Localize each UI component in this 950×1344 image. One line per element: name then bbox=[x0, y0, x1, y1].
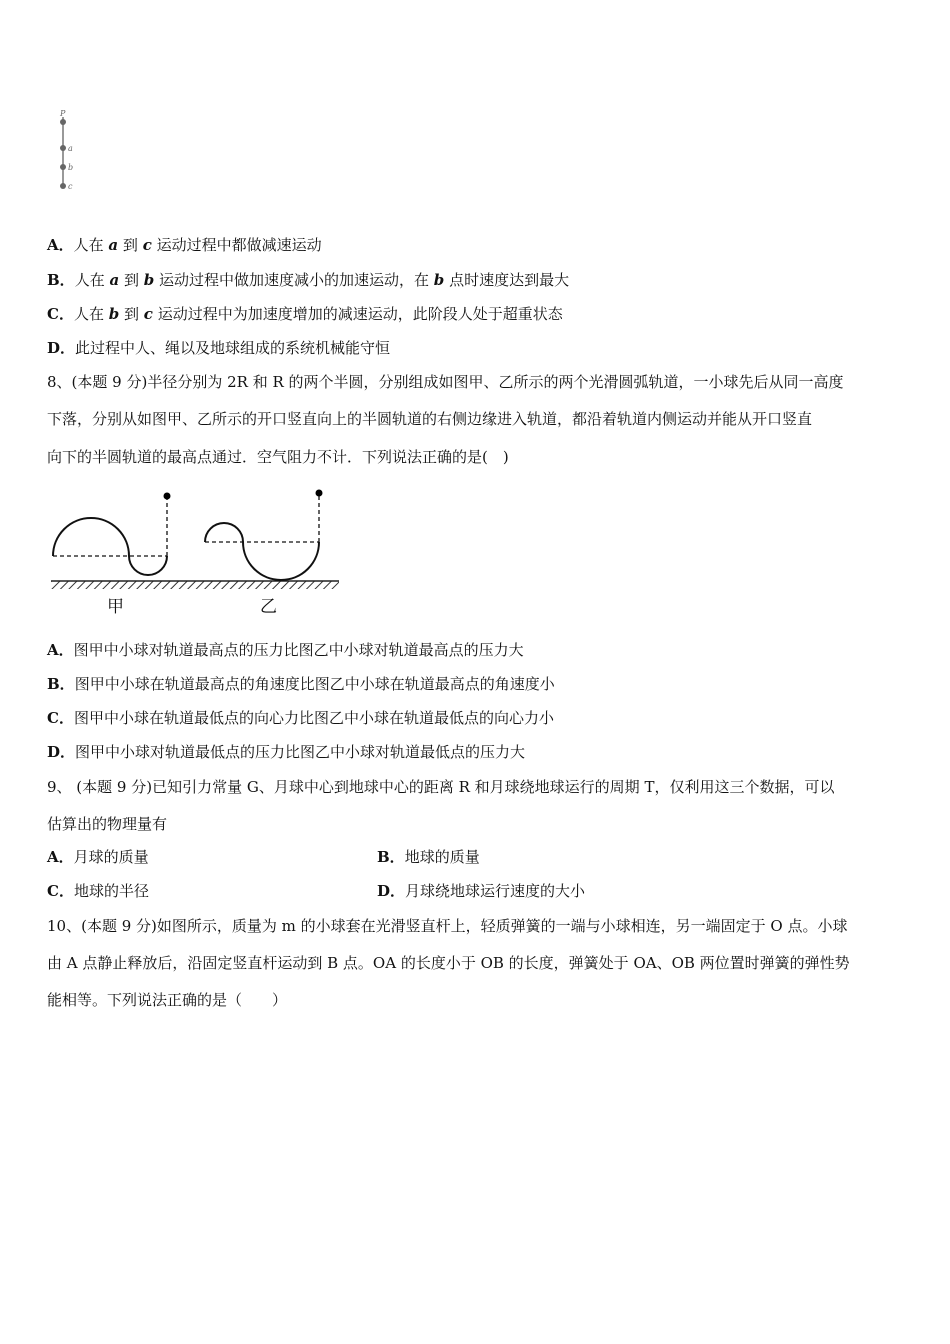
point-b bbox=[60, 164, 66, 170]
ball-a bbox=[164, 493, 171, 500]
q9-stem-line1: 9、 (本题 9 分)已知引力常量 G、月球中心到地球中心的距离 R 和月球绕地球运行的周期 T，仅利用这三个数据，可以 bbox=[47, 778, 835, 796]
var-b: b bbox=[433, 271, 445, 289]
option-text: 此过程中人、绳以及地球组成的系统机械能守恒 bbox=[75, 339, 391, 357]
rope-figure bbox=[50, 105, 90, 197]
text-part: 运动过程中都做减速运动 bbox=[151, 236, 322, 254]
q8-option-b bbox=[47, 674, 555, 694]
ball-b bbox=[316, 490, 323, 497]
q8-option-d bbox=[47, 742, 525, 762]
track-a-upper-arc bbox=[53, 518, 129, 556]
option-text: 图甲中小球在轨道最高点的角速度比图乙中小球在轨道最高点的角速度小 bbox=[74, 675, 555, 693]
option-label: D． bbox=[47, 339, 76, 357]
var-b: b bbox=[108, 305, 120, 323]
track-b-lower-arc bbox=[243, 542, 319, 580]
option-text: 月球绕地球运行速度的大小 bbox=[405, 882, 586, 900]
label-a: a bbox=[68, 144, 73, 153]
q8-stem-line3: 向下的半圆轨道的最高点通过．空气阻力不计．下列说法正确的是( ) bbox=[47, 448, 509, 466]
var-b: b bbox=[143, 271, 155, 289]
text-part: 人在 bbox=[74, 271, 110, 289]
option-text: 图甲中小球对轨道最低点的压力比图乙中小球对轨道最低点的压力大 bbox=[75, 743, 526, 761]
var-c: c bbox=[143, 305, 153, 323]
text-part: 到 bbox=[118, 236, 143, 254]
var-c: c bbox=[142, 236, 152, 254]
text-part: 到 bbox=[119, 271, 144, 289]
option-label: B． bbox=[47, 675, 75, 693]
text-part: 人在 bbox=[73, 236, 109, 254]
q7-option-d bbox=[47, 338, 390, 358]
q10-stem-line3: 能相等。下列说法正确的是（ ） bbox=[47, 991, 288, 1009]
option-label: C． bbox=[47, 882, 74, 900]
option-label: A． bbox=[47, 641, 74, 659]
q9-option-d bbox=[377, 881, 585, 901]
label-c: c bbox=[68, 182, 73, 191]
q9-option-a bbox=[47, 847, 149, 867]
option-text: 地球的半径 bbox=[73, 882, 149, 900]
option-label: A． bbox=[47, 236, 74, 254]
q8-stem-line1: 8、(本题 9 分)半径分别为 2R 和 R 的两个半圆，分别组成如图甲、乙所示的两个光滑圆弧轨道，一小球先后从同一高度 bbox=[47, 373, 844, 391]
option-text: 地球的质量 bbox=[404, 848, 480, 866]
point-a bbox=[60, 145, 66, 151]
text-part: 运动过程中为加速度增加的减速运动，此阶段人处于超重状态 bbox=[152, 305, 563, 323]
option-label: B． bbox=[377, 848, 405, 866]
option-label: C． bbox=[47, 709, 74, 727]
q8-option-a bbox=[47, 640, 524, 660]
label-yi: 乙 bbox=[260, 597, 277, 617]
q9-stem-line2: 估算出的物理量有 bbox=[47, 815, 168, 833]
point-p bbox=[60, 119, 66, 125]
track-b-upper-arc bbox=[205, 523, 243, 542]
text-part: 人在 bbox=[73, 305, 109, 323]
var-a: a bbox=[108, 236, 119, 254]
q8-option-c bbox=[47, 708, 554, 728]
point-c bbox=[60, 183, 66, 189]
option-text: 图甲中小球在轨道最低点的向心力比图乙中小球在轨道最低点的向心力小 bbox=[73, 709, 554, 727]
option-label: D． bbox=[47, 743, 76, 761]
q8-stem-line2: 下落，分别从如图甲、乙所示的开口竖直向上的半圆轨道的右侧边缘进入轨道，都沿着轨道内侧运动并能从开口竖直 bbox=[47, 410, 813, 428]
q9-option-c bbox=[47, 881, 149, 901]
label-jia: 甲 bbox=[107, 597, 124, 617]
option-label: D． bbox=[377, 882, 406, 900]
var-a: a bbox=[109, 271, 120, 289]
q10-stem-line1: 10、(本题 9 分)如图所示，质量为 m 的小球套在光滑竖直杆上，轻质弹簧的一端与小球相连，另一端固定于 O 点。小球 bbox=[47, 917, 848, 935]
label-b: b bbox=[68, 163, 74, 172]
q7-option-b bbox=[47, 270, 569, 290]
q10-stem-line2: 由 A 点静止释放后，沿固定竖直杆运动到 B 点。OA 的长度小于 OB 的长度，弹簧处于 OA、OB 两位置时弹簧的弹性势 bbox=[47, 954, 850, 972]
label-p: P bbox=[60, 109, 66, 118]
option-label: B． bbox=[47, 271, 75, 289]
q9-option-b bbox=[377, 847, 480, 867]
track-a-lower-arc bbox=[129, 556, 167, 575]
option-label: C． bbox=[47, 305, 74, 323]
option-label: A． bbox=[47, 848, 74, 866]
option-text: 图甲中小球对轨道最高点的压力比图乙中小球对轨道最高点的压力大 bbox=[73, 641, 524, 659]
q7-option-a bbox=[47, 235, 322, 255]
text-part: 到 bbox=[119, 305, 144, 323]
ground-hatch bbox=[51, 581, 339, 589]
q7-option-c bbox=[47, 304, 563, 324]
text-part: 点时速度达到最大 bbox=[444, 271, 570, 289]
option-text: 月球的质量 bbox=[73, 848, 149, 866]
text-part: 运动过程中做加速度减小的加速运动，在 bbox=[154, 271, 434, 289]
tracks-figure bbox=[45, 485, 350, 620]
